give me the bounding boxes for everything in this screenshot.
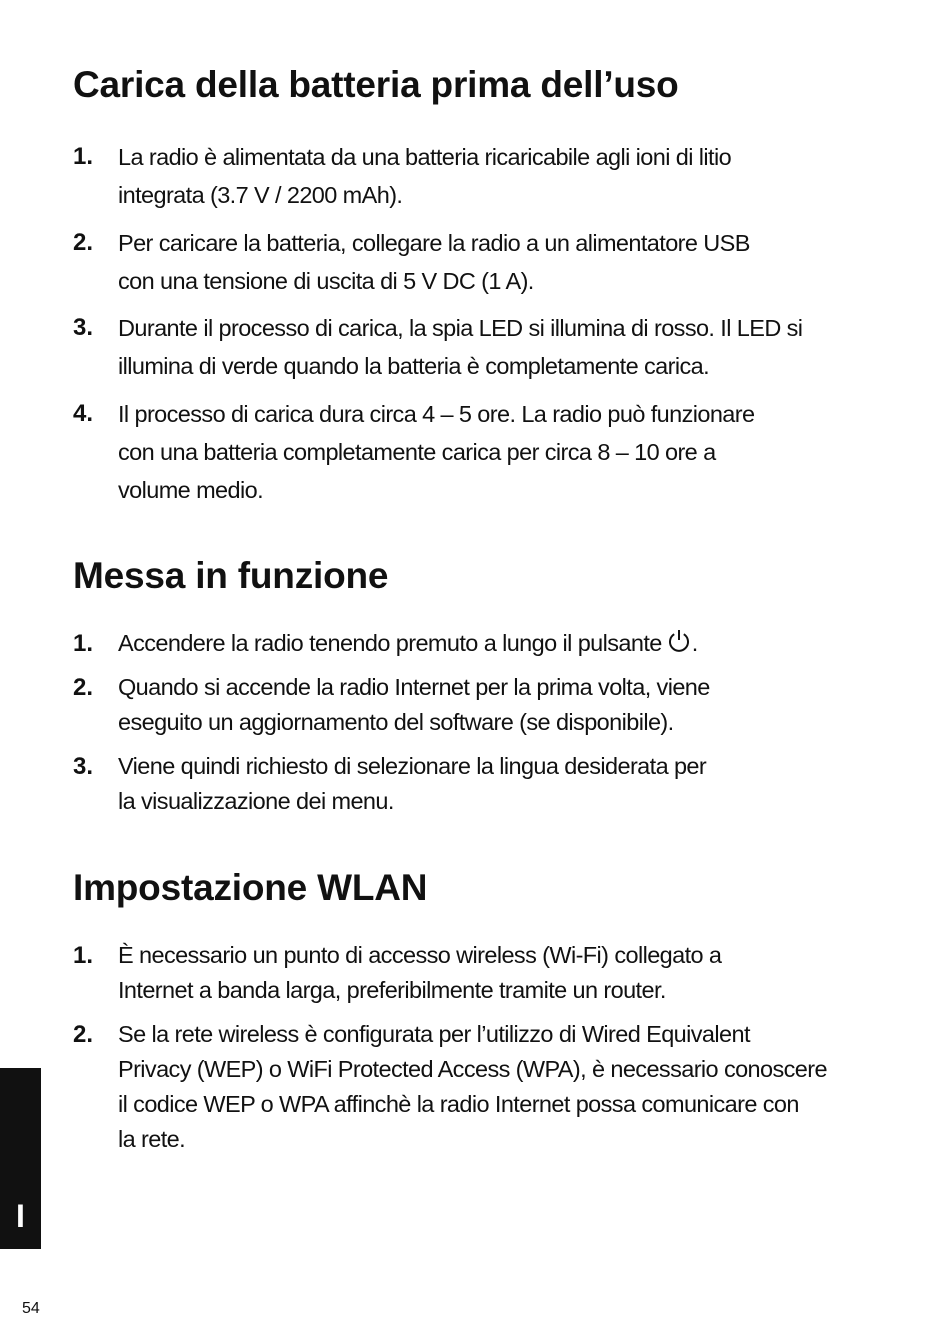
text-line <box>118 626 883 661</box>
list-item-text <box>118 1017 883 1157</box>
list-item-number: 2. <box>73 1021 94 1048</box>
section-title-wlan-setup: Impostazione WLAN <box>73 867 428 908</box>
text-segment: . <box>691 630 698 656</box>
list-item-text <box>118 395 883 509</box>
text-line: Quando si accende la radio Internet per la prima volta, viene <box>118 674 710 700</box>
list-item <box>73 670 883 740</box>
list-item-text <box>118 138 883 214</box>
list-item-number: 3. <box>73 314 94 341</box>
text-line: la rete. <box>118 1126 186 1152</box>
list-item-number: 3. <box>73 753 94 780</box>
text-line: Viene quindi richiesto di selezionare la lingua desiderata per <box>118 753 707 779</box>
list-item-text <box>118 749 883 819</box>
list-item <box>73 1017 883 1157</box>
section-title-getting-started: Messa in funzione <box>73 555 389 596</box>
list-item-number: 1. <box>73 143 94 170</box>
language-side-tab <box>0 1068 41 1249</box>
list-item <box>73 938 883 1008</box>
text-line: integrata (3.7 V / 2200 mAh). <box>118 182 403 208</box>
text-line: con una batteria completamente carica per circa 8 – 10 ore a <box>118 439 716 465</box>
text-line: Il processo di carica dura circa 4 – 5 ore. La radio può funzionare <box>118 401 755 427</box>
list-item <box>73 224 883 300</box>
section-title-battery-charging: Carica della batteria prima dell’uso <box>73 64 679 105</box>
text-line: Per caricare la batteria, collegare la radio a un alimentatore USB <box>118 230 750 256</box>
text-line: il codice WEP o WPA affinchè la radio Internet possa comunicare con <box>118 1091 799 1117</box>
list-item <box>73 138 883 214</box>
text-line: con una tensione di uscita di 5 V DC (1 A). <box>118 268 534 294</box>
text-line: Se la rete wireless è configurata per l’utilizzo di Wired Equivalent <box>118 1021 750 1047</box>
text-line: volume medio. <box>118 477 264 503</box>
list-item-number: 2. <box>73 674 94 701</box>
list-item-number: 1. <box>73 630 94 657</box>
list-item-text <box>118 224 883 300</box>
language-tab-label: I <box>16 1198 25 1234</box>
list-item-text <box>118 938 883 1008</box>
text-line: la visualizzazione dei menu. <box>118 788 394 814</box>
list-item-number: 1. <box>73 942 94 969</box>
list-item-number: 4. <box>73 400 94 427</box>
power-icon <box>666 628 692 654</box>
text-line: Privacy (WEP) o WiFi Protected Access (WPA), è necessario conoscere <box>118 1056 827 1082</box>
text-line: È necessario un punto di accesso wireless (Wi-Fi) collegato a <box>118 942 722 968</box>
page-number: 54 <box>22 1300 40 1317</box>
list-item <box>73 626 883 661</box>
text-line: Internet a banda larga, preferibilmente tramite un router. <box>118 977 666 1003</box>
list-item <box>73 749 883 819</box>
text-segment: Accendere la radio tenendo premuto a lungo il pulsante <box>118 630 662 656</box>
list-item <box>73 395 883 509</box>
text-line: eseguito un aggiornamento del software (se disponibile). <box>118 709 674 735</box>
list-item-number: 2. <box>73 229 94 256</box>
list-item-text <box>118 626 883 661</box>
list-item-text <box>118 309 883 385</box>
list-item <box>73 309 883 385</box>
text-line: Durante il processo di carica, la spia LED si illumina di rosso. Il LED si <box>118 315 803 341</box>
text-line: La radio è alimentata da una batteria ricaricabile agli ioni di litio <box>118 144 732 170</box>
text-line: illumina di verde quando la batteria è completamente carica. <box>118 353 710 379</box>
list-item-text <box>118 670 883 740</box>
